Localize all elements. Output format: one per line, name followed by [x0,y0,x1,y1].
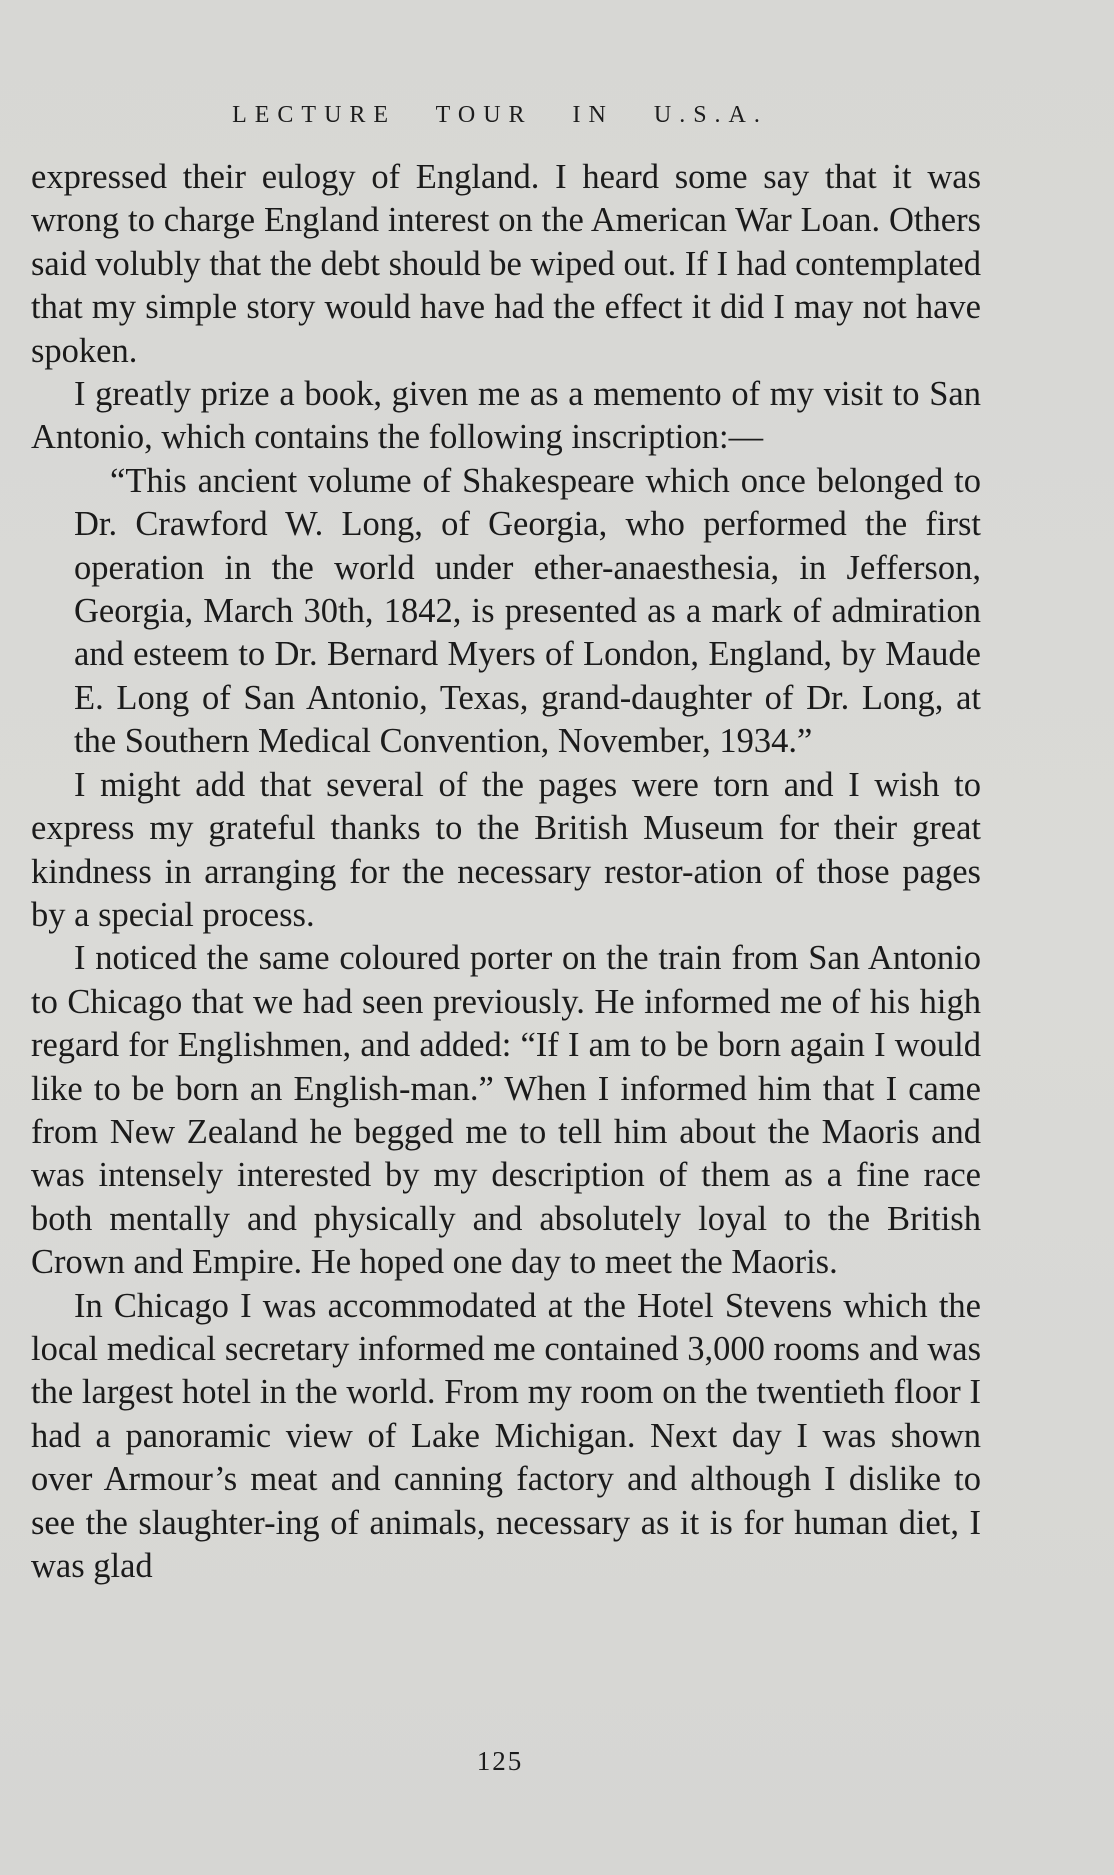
running-head: LECTURE TOUR IN U.S.A. [232,102,768,128]
paragraph-restoration: I might add that several of the pages were torn and I wish to express my grateful thanks to the British Museum for their great kindness in arranging for the necessary restor-ation of those pages by a special process. [31,765,981,934]
page-number: 125 [476,1746,524,1776]
inscription-quote: “This ancient volume of Shakespeare which once belonged to Dr. Crawford W. Long, of Georgia, who performed the first operation in the world under ether-anaesthesia, in Jefferson, Georgia, March 30th, 1842, is presented as a mark of admiration and esteem to Dr. Bernard Myers of London, England, by Maude E. Long of San Antonio, Texas, grand-daughter of Dr. Long, at the Southern Medical Convention, November, 1934.” [74,461,981,761]
paragraph-chicago: In Chicago I was accommodated at the Hotel Stevens which the local medical secretary informed me contained 3,000 rooms and was the largest hotel in the world. From my room on the twentieth floor I had a panoramic view of Lake Michigan. Next day I was shown over Armour’s meat and canning factory and although I dislike to see the slaughter-ing of animals, necessary as it is for human diet, I was glad [31,1286,981,1585]
paragraph-book-gift: I greatly prize a book, given me as a memento of my visit to San Antonio, which contains the following inscription:— [31,375,981,457]
paragraph-continued: expressed their eulogy of England. I heard some say that it was wrong to charge England interest on the American War Loan. Others said volubly that the debt should be wiped out. If I had contemplated that my simple story would have had the effect it did I may not have spoken. [31,158,981,370]
paragraph-porter: I noticed the same coloured porter on the train from San Antonio to Chicago that we had seen previously. He informed me of his high regard for Englishmen, and added: “If I am to be born again I would like to be born an English-man.” When I informed him that I came from New Zealand he begged me to tell him about the Maoris and was intensely interested by my description of them as a fine race both mentally and physically and absolutely loyal to the British Crown and Empire. He hoped one day to meet the Maoris. [31,939,981,1282]
body-text [31,156,981,1588]
